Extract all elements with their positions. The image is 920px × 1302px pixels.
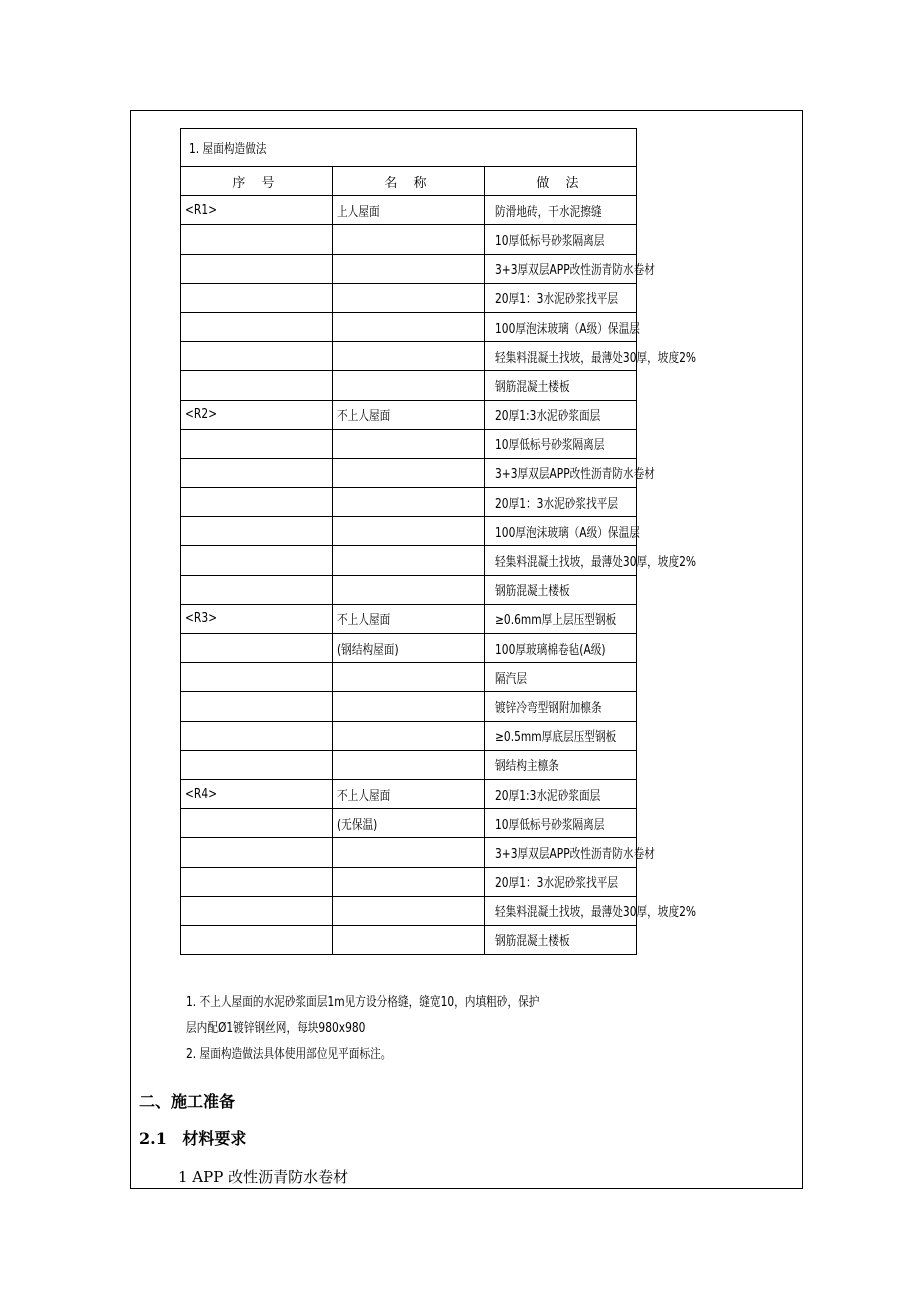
cell-name xyxy=(333,342,485,371)
subsection-title: 2.1 材料要求 xyxy=(139,1129,247,1148)
cell-method: 20厚1:3水泥砂浆面层 xyxy=(485,400,637,429)
table-header-row xyxy=(181,167,637,196)
cell-name: (钢结构屋面) xyxy=(333,634,485,663)
table-row xyxy=(181,196,637,225)
table-row xyxy=(181,517,637,546)
table-row xyxy=(181,254,637,283)
table-title: 1. 屋面构造做法 xyxy=(181,129,637,167)
header-index: 序 号 xyxy=(181,167,333,196)
cell-index: <R1> xyxy=(181,196,333,225)
table-title-row xyxy=(181,129,637,167)
table-row xyxy=(181,488,637,517)
header-name: 名 称 xyxy=(333,167,485,196)
cell-name xyxy=(333,575,485,604)
cell-method: 100厚玻璃棉卷毡(A级) xyxy=(485,634,637,663)
cell-index: <R3> xyxy=(181,604,333,633)
cell-method: 3+3厚双层APP改性沥青防水卷材 xyxy=(485,838,637,867)
cell-index xyxy=(181,312,333,341)
material-item-1: 1 APP 改性沥青防水卷材 xyxy=(178,1168,349,1186)
table-row xyxy=(181,925,637,954)
cell-index xyxy=(181,896,333,925)
cell-method: 钢结构主檩条 xyxy=(485,750,637,779)
cell-name xyxy=(333,458,485,487)
table-row xyxy=(181,604,637,633)
cell-method: 3+3厚双层APP改性沥青防水卷材 xyxy=(485,254,637,283)
cell-name xyxy=(333,517,485,546)
table-row xyxy=(181,575,637,604)
cell-method: 20厚1：3水泥砂浆找平层 xyxy=(485,867,637,896)
table-row xyxy=(181,283,637,312)
cell-name xyxy=(333,838,485,867)
cell-name xyxy=(333,750,485,779)
cell-name xyxy=(333,371,485,400)
frame-bottom-border xyxy=(130,1188,803,1189)
cell-index xyxy=(181,488,333,517)
cell-method: 轻集料混凝土找坡，最薄处30厚，坡度2% xyxy=(485,546,637,575)
table-row xyxy=(181,400,637,429)
table-row xyxy=(181,429,637,458)
cell-name xyxy=(333,546,485,575)
cell-method: 轻集料混凝土找坡，最薄处30厚，坡度2% xyxy=(485,896,637,925)
cell-method: 轻集料混凝土找坡，最薄处30厚，坡度2% xyxy=(485,342,637,371)
cell-index xyxy=(181,721,333,750)
cell-method: 隔汽层 xyxy=(485,663,637,692)
note-line-2: 层内配Ø1镀锌钢丝网，每块980x980 xyxy=(186,1021,366,1036)
cell-method: 20厚1：3水泥砂浆找平层 xyxy=(485,283,637,312)
table-row xyxy=(181,867,637,896)
cell-index xyxy=(181,283,333,312)
cell-method: ≥0.5mm厚底层压型钢板 xyxy=(485,721,637,750)
roof-construction-table xyxy=(180,128,697,955)
section-title: 二、施工准备 xyxy=(139,1092,236,1111)
cell-method: ≥0.6mm厚上层压型钢板 xyxy=(485,604,637,633)
table-row xyxy=(181,342,637,371)
cell-name: 不上人屋面 xyxy=(333,779,485,808)
cell-index xyxy=(181,371,333,400)
cell-method: 3+3厚双层APP改性沥青防水卷材 xyxy=(485,458,637,487)
cell-index xyxy=(181,254,333,283)
cell-name xyxy=(333,312,485,341)
cell-index xyxy=(181,546,333,575)
table-row xyxy=(181,458,637,487)
cell-name xyxy=(333,867,485,896)
cell-index xyxy=(181,838,333,867)
cell-index xyxy=(181,575,333,604)
cell-name: 不上人屋面 xyxy=(333,604,485,633)
cell-name xyxy=(333,225,485,254)
header-method: 做 法 xyxy=(485,167,637,196)
cell-name xyxy=(333,488,485,517)
cell-name: 不上人屋面 xyxy=(333,400,485,429)
cell-index xyxy=(181,925,333,954)
cell-method: 钢筋混凝土楼板 xyxy=(485,925,637,954)
cell-index xyxy=(181,429,333,458)
cell-method: 钢筋混凝土楼板 xyxy=(485,371,637,400)
table-row xyxy=(181,838,637,867)
cell-index xyxy=(181,809,333,838)
cell-index xyxy=(181,342,333,371)
cell-method: 20厚1：3水泥砂浆找平层 xyxy=(485,488,637,517)
table-row xyxy=(181,779,637,808)
note-line-3: 2. 屋面构造做法具体使用部位见平面标注。 xyxy=(186,1047,392,1062)
table-row xyxy=(181,546,637,575)
cell-method: 10厚低标号砂浆隔离层 xyxy=(485,225,637,254)
cell-index xyxy=(181,692,333,721)
cell-index: <R2> xyxy=(181,400,333,429)
cell-index xyxy=(181,517,333,546)
cell-index xyxy=(181,750,333,779)
table-row xyxy=(181,692,637,721)
cell-index: <R4> xyxy=(181,779,333,808)
table-row xyxy=(181,809,637,838)
cell-name xyxy=(333,925,485,954)
cell-method: 100厚泡沫玻璃（A级）保温层 xyxy=(485,312,637,341)
table-row xyxy=(181,750,637,779)
table-row xyxy=(181,225,637,254)
table-notes xyxy=(186,990,617,1068)
table-row xyxy=(181,721,637,750)
cell-name xyxy=(333,692,485,721)
cell-name xyxy=(333,721,485,750)
cell-method: 100厚泡沫玻璃（A级）保温层 xyxy=(485,517,637,546)
cell-name xyxy=(333,896,485,925)
cell-name xyxy=(333,429,485,458)
cell-name xyxy=(333,283,485,312)
cell-method: 防滑地砖，干水泥擦缝 xyxy=(485,196,637,225)
table-row xyxy=(181,312,637,341)
cell-method: 20厚1:3水泥砂浆面层 xyxy=(485,779,637,808)
table-row xyxy=(181,634,637,663)
cell-name: 上人屋面 xyxy=(333,196,485,225)
cell-method: 钢筋混凝土楼板 xyxy=(485,575,637,604)
note-line-1: 1. 不上人屋面的水泥砂浆面层1m见方设分格缝，缝宽10，内填粗砂，保护 xyxy=(186,995,540,1010)
cell-name: (无保温) xyxy=(333,809,485,838)
table-row xyxy=(181,896,637,925)
cell-name xyxy=(333,254,485,283)
cell-name xyxy=(333,663,485,692)
table-row xyxy=(181,663,637,692)
cell-index xyxy=(181,458,333,487)
cell-method: 10厚低标号砂浆隔离层 xyxy=(485,429,637,458)
table-row xyxy=(181,371,637,400)
cell-index xyxy=(181,663,333,692)
cell-index xyxy=(181,867,333,896)
cell-method: 10厚低标号砂浆隔离层 xyxy=(485,809,637,838)
cell-index xyxy=(181,225,333,254)
cell-method: 镀锌冷弯型钢附加檩条 xyxy=(485,692,637,721)
cell-index xyxy=(181,634,333,663)
